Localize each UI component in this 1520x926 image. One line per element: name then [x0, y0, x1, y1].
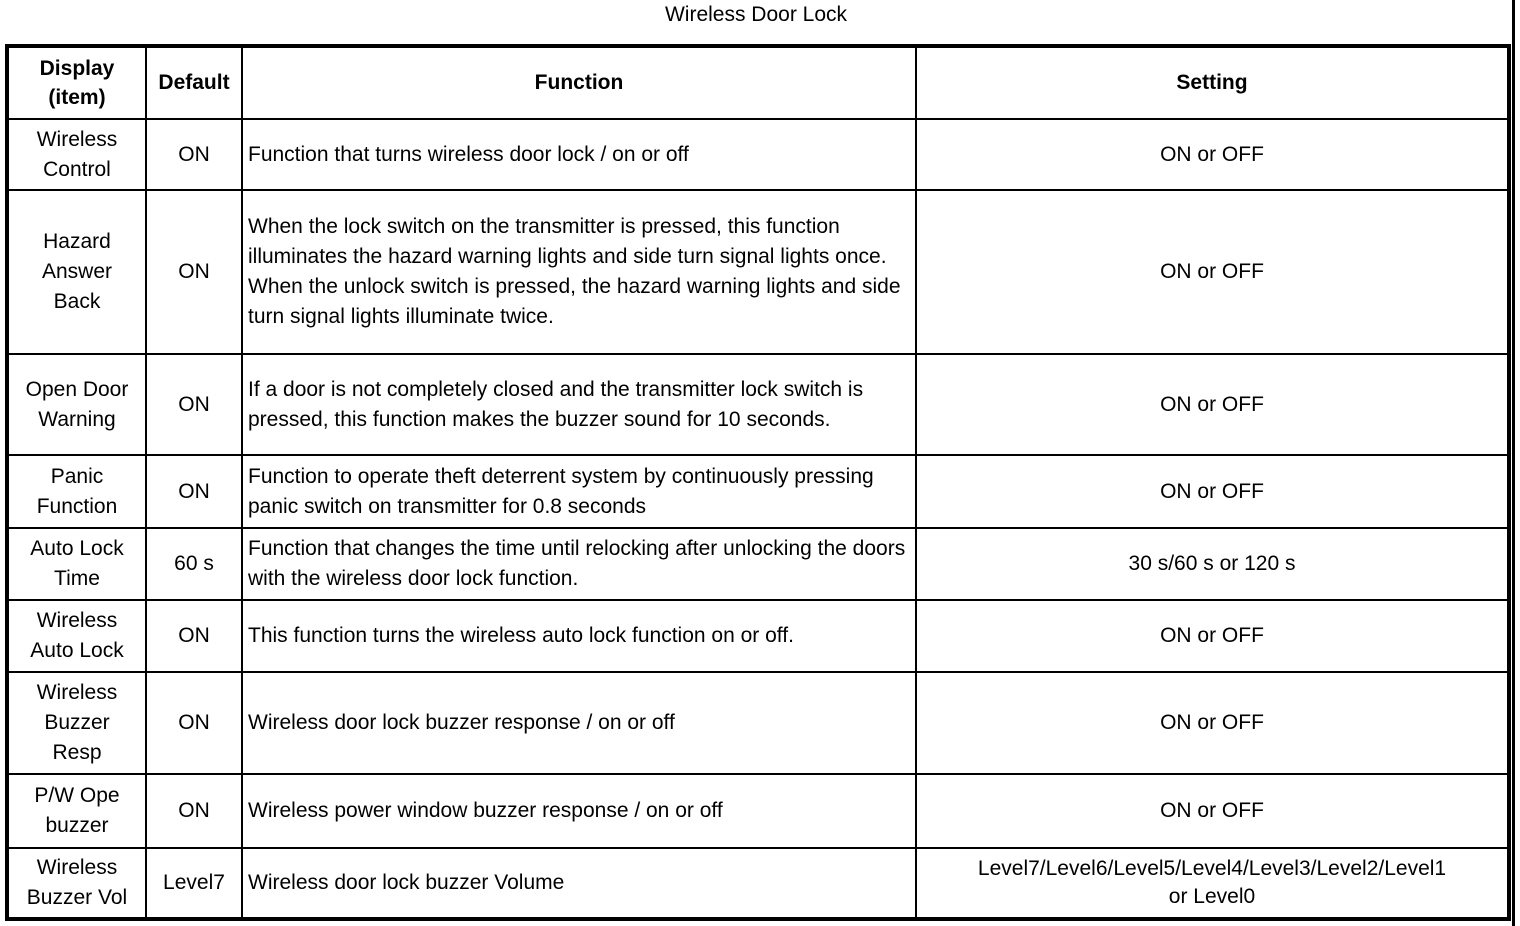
setting-cell: Level7/Level6/Level5/Level4/Level3/Level2/Level1 or Level0 — [916, 848, 1509, 919]
setting-cell: ON or OFF — [916, 119, 1509, 190]
default-cell: ON — [146, 455, 242, 528]
default-cell: 60 s — [146, 528, 242, 600]
default-cell: ON — [146, 600, 242, 672]
function-cell: Function that turns wireless door lock / on or off — [242, 119, 916, 190]
table-row — [7, 672, 1509, 774]
default-cell: ON — [146, 190, 242, 354]
item-cell: P/W Ope buzzer — [7, 774, 146, 848]
function-cell: Wireless door lock buzzer response / on or off — [242, 672, 916, 774]
default-cell: Level7 — [146, 848, 242, 919]
document-title: Wireless Door Lock — [664, 3, 848, 26]
setting-cell: ON or OFF — [916, 774, 1509, 848]
setting-cell: ON or OFF — [916, 455, 1509, 528]
function-cell: Wireless door lock buzzer Volume — [242, 848, 916, 919]
table-row — [7, 600, 1509, 672]
function-cell: This function turns the wireless auto lock function on or off. — [242, 600, 916, 672]
function-cell: When the lock switch on the transmitter is pressed, this function illuminates the hazard warning lights and side turn signal lights once. When the unlock switch is pressed, the hazard warning lights and side turn signal lights illuminate twice. — [242, 190, 916, 354]
setting-cell: ON or OFF — [916, 190, 1509, 354]
function-cell: If a door is not completely closed and the transmitter lock switch is pressed, this function makes the buzzer sound for 10 seconds. — [242, 354, 916, 455]
function-cell: Function that changes the time until relocking after unlocking the doors with the wireless door lock function. — [242, 528, 916, 600]
default-cell: ON — [146, 119, 242, 190]
item-cell: Wireless Auto Lock — [7, 600, 146, 672]
function-cell: Function to operate theft deterrent system by continuously pressing panic switch on transmitter for 0.8 seconds — [242, 455, 916, 528]
item-cell: Hazard Answer Back — [7, 190, 146, 354]
item-cell: Panic Function — [7, 455, 146, 528]
table-row — [7, 119, 1509, 190]
item-cell: Wireless Buzzer Resp — [7, 672, 146, 774]
column-header-setting: Setting — [916, 46, 1509, 119]
setting-cell: ON or OFF — [916, 672, 1509, 774]
item-cell: Auto Lock Time — [7, 528, 146, 600]
column-header-default: Default — [146, 46, 242, 119]
setting-cell: ON or OFF — [916, 600, 1509, 672]
setting-cell: ON or OFF — [916, 354, 1509, 455]
table-row — [7, 190, 1509, 354]
item-cell: Wireless Buzzer Vol — [7, 848, 146, 919]
column-header-item: Display (item) — [7, 46, 146, 119]
table-row — [7, 848, 1509, 919]
table-header-row — [7, 46, 1509, 119]
item-cell: Open Door Warning — [7, 354, 146, 455]
wireless-door-lock-table — [5, 44, 1511, 921]
table-row — [7, 354, 1509, 455]
item-cell: Wireless Control — [7, 119, 146, 190]
table-row — [7, 455, 1509, 528]
default-cell: ON — [146, 774, 242, 848]
table-row — [7, 528, 1509, 600]
table-row — [7, 774, 1509, 848]
column-header-function: Function — [242, 46, 916, 119]
default-cell: ON — [146, 672, 242, 774]
setting-cell: 30 s/60 s or 120 s — [916, 528, 1509, 600]
function-cell: Wireless power window buzzer response / on or off — [242, 774, 916, 848]
default-cell: ON — [146, 354, 242, 455]
page-edge-line — [1512, 0, 1515, 926]
